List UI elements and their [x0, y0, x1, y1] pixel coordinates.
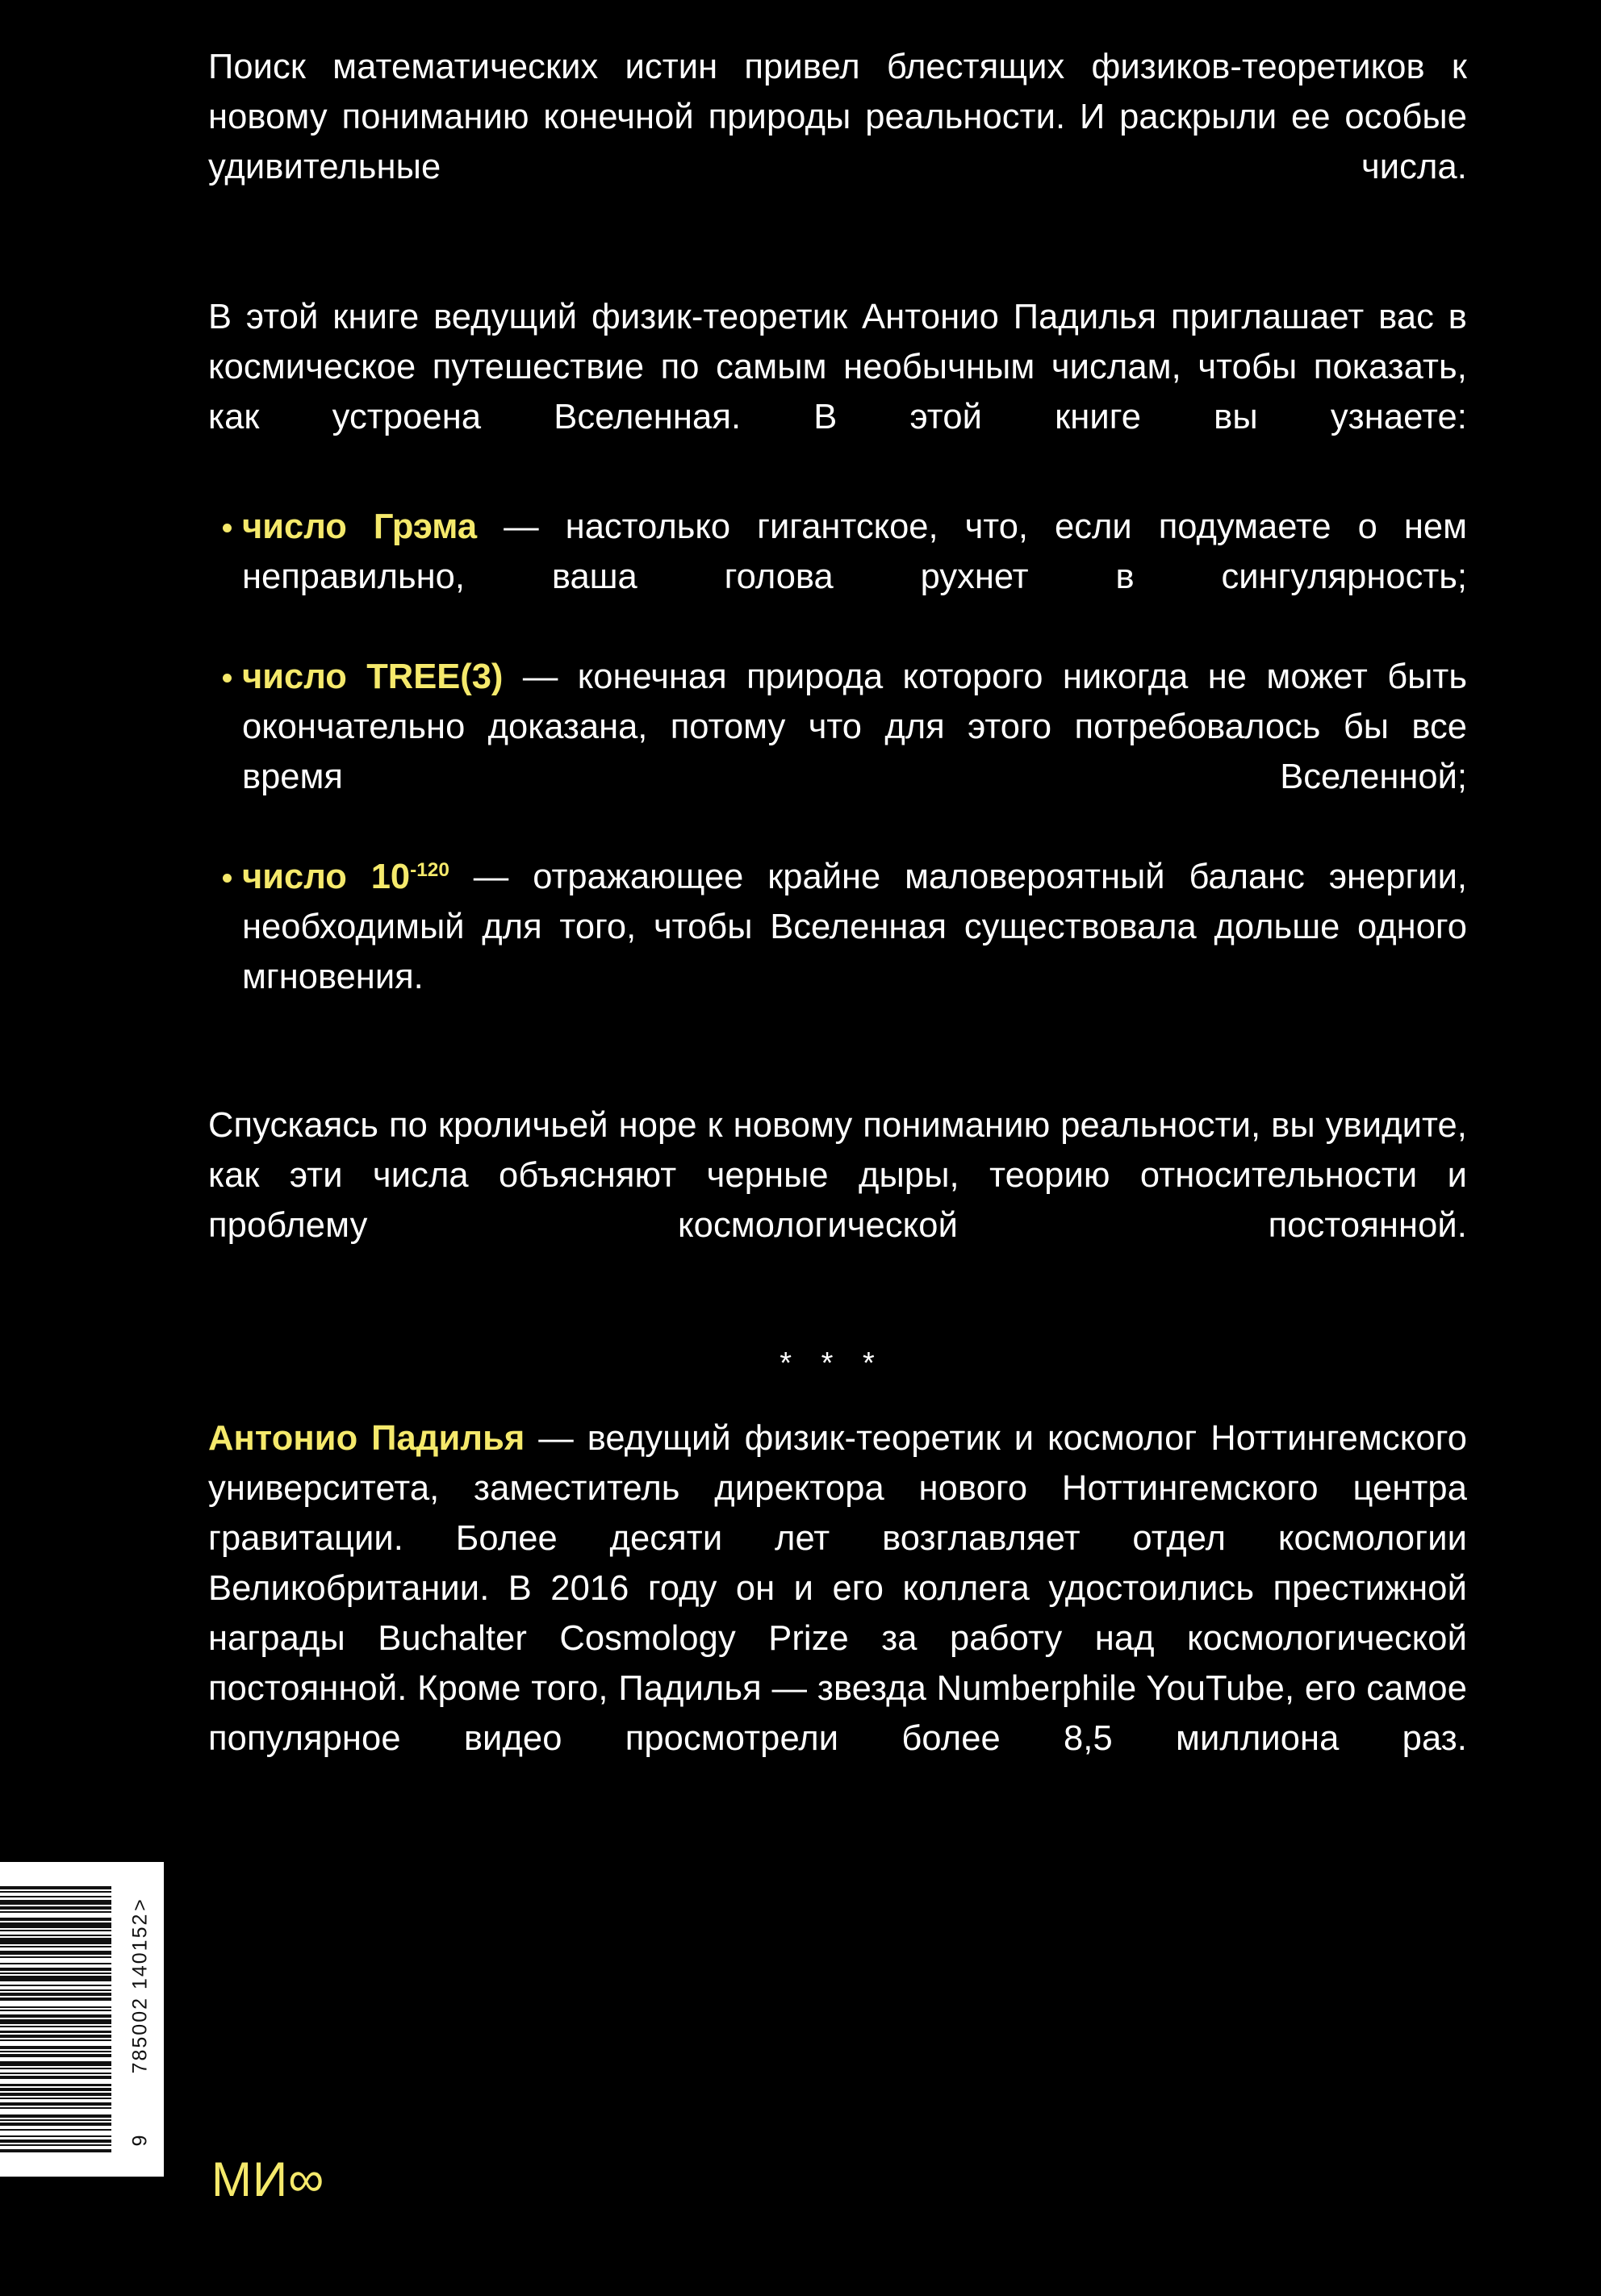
- divider-top-spacer: [208, 1300, 1467, 1339]
- author-bio-text: — ведущий физик-теоретик и космолог Ноттингемского университета, заместитель директора нового Ноттингемского центра гравитации. Более десяти лет возглавляет отдел космологии Великобритании. В 2016 году он и его коллега удостоились престижной награды Buchalter Cosmology Prize за работу над космологической постоянной. Кроме того, Падилья — звезда Numberphile YouTube, его самое популярное видео просмотрели более 8,5 миллиона раз.: [208, 1419, 1467, 1758]
- author-name: Антонио Падилья: [208, 1419, 525, 1458]
- publisher-logo: [211, 2152, 324, 2207]
- paragraph-intro: Поиск математических истин привел блестящих физиков-теоретиков к новому пониманию конечной природы реальности. И раскрыли ее особые удивительные числа.: [208, 48, 1467, 186]
- cover-text-block: [208, 42, 1467, 1814]
- list-item-highlight-base: число 10: [242, 858, 411, 896]
- list-item-highlight-exponent: -120: [410, 858, 449, 881]
- paragraph-spacer: [208, 242, 1467, 292]
- list-item-text: — конечная природа которого никогда не может быть окончательно доказана, потому что для этого потребовалось бы все время Вселенной;: [242, 657, 1467, 796]
- barcode-digits: [122, 1862, 159, 2177]
- paragraph-closing: Спускаясь по кроличьей норе к новому пониманию реальности, вы увидите, как эти числа объясняют черные дыры, теорию относительности и проблему космологической постоянной.: [208, 1106, 1467, 1245]
- list-item: [208, 852, 1467, 1052]
- featured-numbers-list: [208, 502, 1467, 1052]
- infinity-icon: ∞: [288, 2152, 324, 2207]
- barcode-main-digits: 785002 140152: [128, 1912, 152, 2074]
- barcode-tail-symbol: >: [128, 1897, 152, 1911]
- barcode-bars: [0, 1886, 111, 2152]
- list-spacer: [208, 492, 1467, 502]
- section-divider: * * *: [780, 1346, 885, 1380]
- author-bio: [208, 1413, 1467, 1814]
- paragraph-book-description: В этой книге ведущий физик-теоретик Антонио Падилья приглашает вас в космическое путешествие по самым необычным числам, чтобы показать, как устроена Вселенная. В этой книге вы узнаете:: [208, 298, 1467, 436]
- bullet-dot-icon: [223, 874, 232, 883]
- isbn-barcode: [0, 1862, 164, 2177]
- list-item: [208, 652, 1467, 852]
- list-item-text: — настолько гигантское, что, если подумаете о нем неправильно, ваша голова рухнет в сингулярность;: [242, 507, 1467, 596]
- publisher-logo-letters: МИ: [211, 2152, 289, 2206]
- barcode-graphic: [0, 1862, 164, 2177]
- list-item-text: — отражающее крайне маловероятный баланс энергии, необходимый для того, чтобы Вселенная существовала дольше одного мгновения.: [242, 858, 1467, 996]
- divider-bottom-spacer: [208, 1388, 1467, 1413]
- list-item: [208, 502, 1467, 652]
- list-item-highlight: число TREE(3): [242, 657, 504, 696]
- bullet-dot-icon: [223, 524, 232, 532]
- bullet-dot-icon: [223, 674, 232, 683]
- barcode-lead-digit: 9: [128, 2133, 152, 2147]
- block-spacer: [208, 1052, 1467, 1100]
- list-item-highlight: число Грэма: [242, 507, 478, 546]
